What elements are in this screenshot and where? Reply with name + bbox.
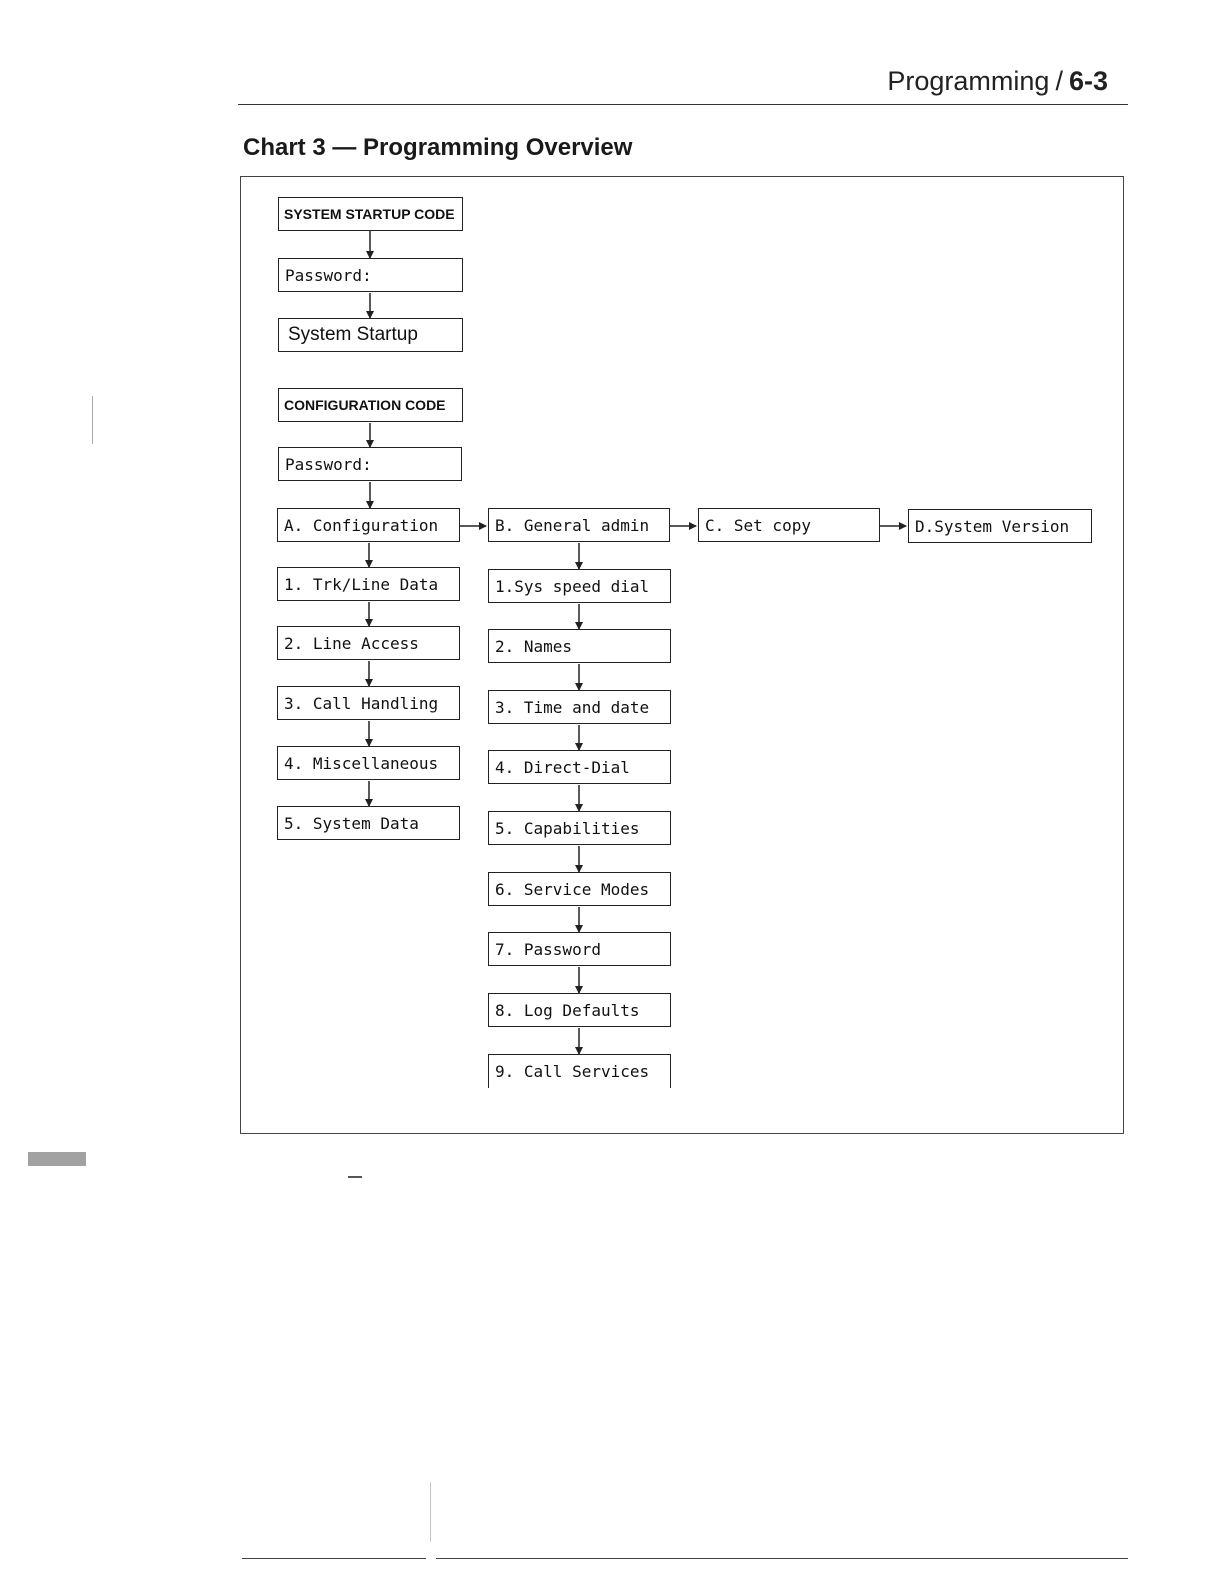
startup-password-label: Password: <box>285 265 372 285</box>
header-separator: / <box>1055 66 1063 96</box>
menu-b-item <box>488 690 671 724</box>
menu-d-system-version <box>908 509 1092 543</box>
menu-b-item-label: 8. Log Defaults <box>495 1000 640 1020</box>
scan-artifact <box>348 1176 362 1178</box>
menu-c-set-copy <box>698 508 880 542</box>
system-startup-code-label: SYSTEM STARTUP CODE <box>284 206 455 222</box>
system-startup-code-box <box>278 197 463 231</box>
menu-b-item <box>488 750 671 784</box>
scan-artifact <box>92 396 93 444</box>
menu-b-item <box>488 1054 671 1088</box>
menu-b-item-label: 4. Direct-Dial <box>495 757 630 777</box>
footer-rule-left <box>242 1558 426 1559</box>
menu-a-item-label: 2. Line Access <box>284 633 419 653</box>
menu-b-label: B. General admin <box>495 515 650 535</box>
configuration-code-box <box>278 388 463 422</box>
config-password-box <box>278 447 462 481</box>
menu-a-item <box>277 626 460 660</box>
menu-a-item <box>277 686 460 720</box>
menu-c-label: C. Set copy <box>705 515 811 535</box>
menu-b-item-label: 2. Names <box>495 636 573 656</box>
menu-a-item-label: 1. Trk/Line Data <box>284 574 439 594</box>
menu-b-item <box>488 811 671 845</box>
menu-a-item-label: 5. System Data <box>284 813 419 833</box>
system-startup-box <box>278 318 463 352</box>
section-title: Programming <box>887 66 1050 96</box>
menu-a-configuration <box>277 508 460 542</box>
system-startup-label: System Startup <box>288 324 418 345</box>
chart-title: Chart 3 — Programming Overview <box>243 134 633 161</box>
menu-b-item <box>488 629 671 663</box>
menu-b-item-label: 9. Call Services <box>495 1062 650 1081</box>
menu-b-item <box>488 993 671 1027</box>
page-number: 6-3 <box>1068 66 1108 96</box>
menu-d-label: D.System Version <box>915 516 1070 536</box>
menu-b-item-label: 7. Password <box>495 939 601 959</box>
config-password-label: Password: <box>285 454 372 474</box>
menu-b-item-label: 6. Service Modes <box>495 879 650 899</box>
footer-rule-right <box>436 1558 1128 1559</box>
menu-a-label: A. Configuration <box>284 515 439 535</box>
menu-b-item <box>488 569 671 603</box>
scan-artifact <box>28 1152 86 1166</box>
menu-b-item-label: 1.Sys speed dial <box>495 576 650 596</box>
configuration-code-label: CONFIGURATION CODE <box>284 397 446 413</box>
menu-a-item-label: 3. Call Handling <box>284 693 439 713</box>
menu-b-item <box>488 932 671 966</box>
startup-password-box <box>278 258 463 292</box>
menu-a-item <box>277 567 460 601</box>
menu-a-item-label: 4. Miscellaneous <box>284 753 439 773</box>
menu-b-item-label: 3. Time and date <box>495 697 650 717</box>
scan-artifact <box>430 1482 431 1542</box>
menu-b-general-admin <box>488 508 670 542</box>
menu-a-item <box>277 746 460 780</box>
menu-b-item <box>488 872 671 906</box>
menu-b-item-label: 5. Capabilities <box>495 818 640 838</box>
menu-a-item <box>277 806 460 840</box>
